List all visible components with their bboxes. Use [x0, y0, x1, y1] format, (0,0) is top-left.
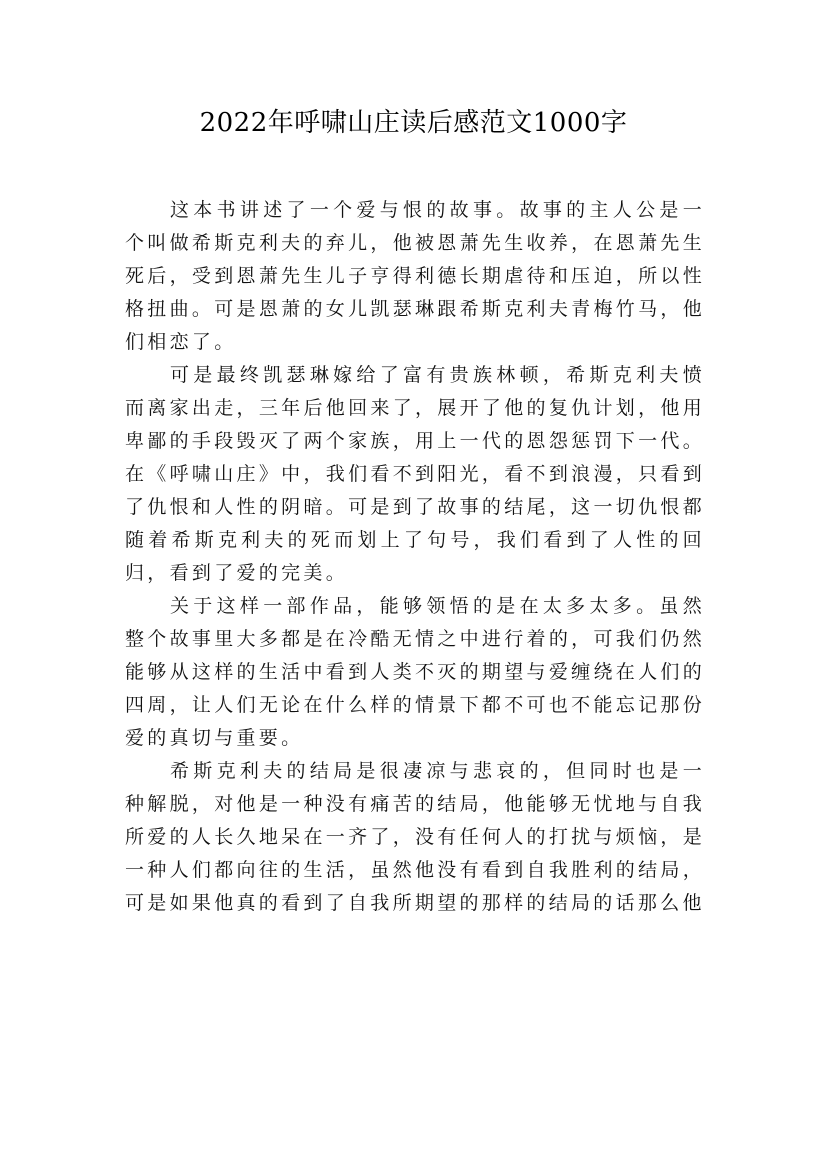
document-title: 2022年呼啸山庄读后感范文1000字	[199, 108, 628, 138]
paragraph-3: 关于这样一部作品，能够领悟的是在太多太多。虽然整个故事里大多都是在冷酷无情之中进行着的，可我们仍然能够从这样的生活中看到人类不灭的期望与爱缠绕在人们的四周，让人们无论在什么样的情景下都不可也不能忘记那份爱的真切与重要。	[125, 595, 705, 749]
document-body	[125, 194, 705, 920]
paragraph-4: 希斯克利夫的结局是很凄凉与悲哀的，但同时也是一种解脱，对他是一种没有痛苦的结局，他能够无忧地与自我所爱的人长久地呆在一齐了，没有任何人的打扰与烦恼，是一种人们都向往的生活，虽然他没有看到自我胜利的结局，可是如果他真的看到了自我所期望的那样的结局的话那么他	[125, 760, 705, 914]
paragraph-1: 这本书讲述了一个爱与恨的故事。故事的主人公是一个叫做希斯克利夫的弃儿，他被恩萧先生收养，在恩萧先生死后，受到恩萧先生儿子亨得利德长期虐待和压迫，所以性格扭曲。可是恩萧的女儿凯瑟琳跟希斯克利夫青梅竹马，他们相恋了。	[125, 199, 705, 353]
paragraph-2: 可是最终凯瑟琳嫁给了富有贵族林顿，希斯克利夫愤而离家出走，三年后他回来了，展开了他的复仇计划，他用卑鄙的手段毁灭了两个家族，用上一代的恩怨惩罚下一代。在《呼啸山庄》中，我们看不到阳光，看不到浪漫，只看到了仇恨和人性的阴暗。可是到了故事的结尾，这一切仇恨都随着希斯克利夫的死而划上了句号，我们看到了人性的回归，看到了爱的完美。	[125, 364, 705, 584]
